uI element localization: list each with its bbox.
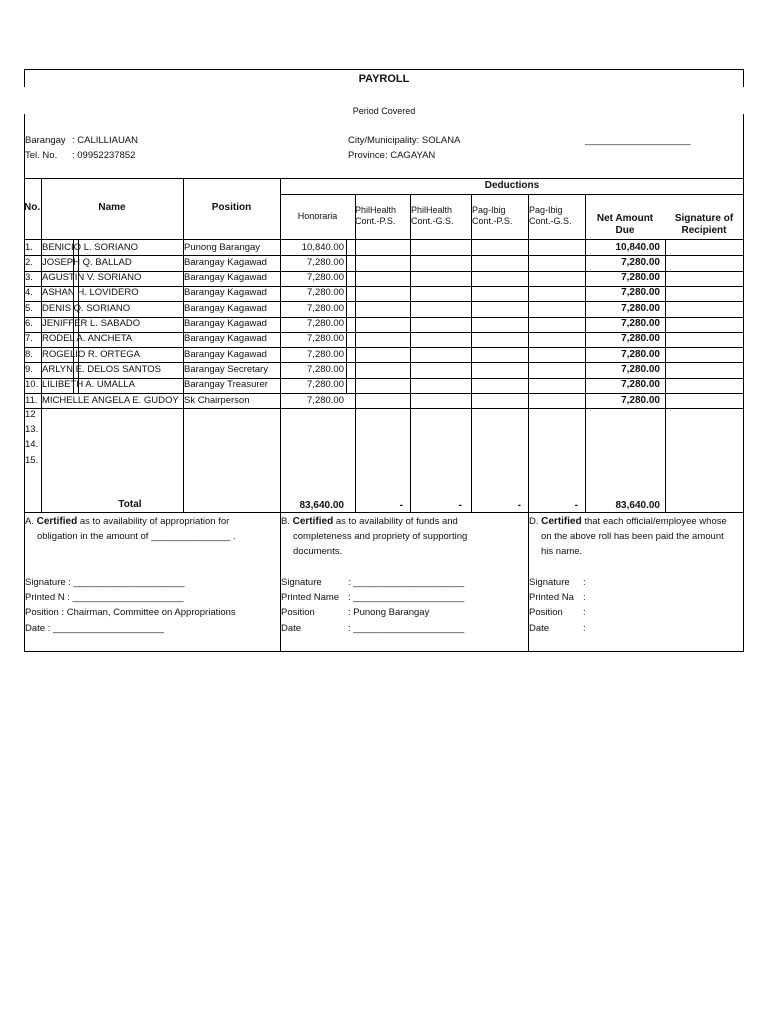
empty-row-no: 13. <box>25 424 39 435</box>
row-no: 6. <box>25 318 33 329</box>
row-net-amount: 7,280.00 <box>621 287 660 299</box>
header-position: Position <box>211 202 252 213</box>
header-honoraria: Honoraria <box>297 211 338 221</box>
col-phgs-divider <box>471 194 472 513</box>
tel-label: Tel. No. <box>25 150 58 161</box>
row-no: 8. <box>25 348 33 360</box>
cert-b-position-label: Position <box>281 607 315 618</box>
cert-a-line1: A. Certified as to availability of appropriation for <box>25 516 230 527</box>
cert-d-position-label: Position <box>529 607 563 618</box>
row-net-amount: 7,280.00 <box>621 318 660 329</box>
row-name: BENICIO L. SORIANO <box>42 241 139 253</box>
table-top-border <box>24 178 744 179</box>
total-pagibig-gs: - <box>574 500 578 511</box>
row-no: 2. <box>25 256 33 268</box>
bottom-border <box>24 651 744 652</box>
header-deductions: Deductions <box>484 180 540 191</box>
cert-a-date: Date : _____________________ <box>25 623 164 634</box>
empty-row-no: 12 <box>25 409 36 420</box>
tel-value: : 09952237852 <box>72 150 136 161</box>
cert-b-position-value: : Punong Barangay <box>348 607 430 618</box>
row-net-amount: 7,280.00 <box>621 379 660 391</box>
period-covered-label: Period Covered <box>352 106 416 116</box>
col-honoraria-divider <box>355 194 356 513</box>
row-honoraria: 7,280.00 <box>307 302 344 314</box>
col-net-divider <box>665 239 666 513</box>
total-honoraria: 83,640.00 <box>299 500 344 511</box>
cert-d-line2: on the above roll has been paid the amount <box>541 531 724 542</box>
row-position: Barangay Secretary <box>184 363 268 375</box>
deductions-underline <box>280 194 744 195</box>
row-position: Barangay Kagawad <box>184 333 267 345</box>
row-honoraria: 7,280.00 <box>307 318 344 329</box>
total-row-bottom-border <box>24 512 744 513</box>
total-philhealth-gs: - <box>458 500 462 511</box>
cert-d-colon: : <box>583 623 586 634</box>
row-position: Barangay Treasurer <box>184 379 268 391</box>
cert-d-signature-label: Signature <box>529 577 570 588</box>
row-no: 7. <box>25 333 33 345</box>
row-position: Sk Chairperson <box>184 394 250 406</box>
row-name: JOSEPH Q. BALLAD <box>42 256 132 268</box>
barangay-label: Barangay <box>25 135 66 146</box>
total-label: Total <box>118 499 142 510</box>
row-no: 9. <box>25 363 33 375</box>
cert-b-signature-value: : _____________________ <box>348 577 465 588</box>
header-philhealth-ps: PhilHealth Cont.-P.S. <box>355 205 397 226</box>
header-name: Name <box>98 202 126 213</box>
empty-row-no: 14. <box>25 439 39 450</box>
row-name: AGUSTIN V. SORIANO <box>42 272 142 284</box>
row-honoraria: 10,840.00 <box>301 241 344 253</box>
row-net-amount: 7,280.00 <box>621 348 660 360</box>
row-honoraria: 7,280.00 <box>307 348 344 360</box>
row-position: Barangay Kagawad <box>184 318 267 329</box>
header-no: No. <box>24 202 41 213</box>
row-no: 11. <box>25 394 38 406</box>
row-name: ROGELIO R. ORTEGA <box>42 348 141 360</box>
row-net-amount: 7,280.00 <box>621 394 660 406</box>
row-net-amount: 7,280.00 <box>621 363 660 375</box>
row-honoraria: 7,280.00 <box>307 287 344 299</box>
cert-d-line1: D. Certified that each official/employee whose <box>529 516 727 527</box>
row-name: ASHAN H. LOVIDERO <box>42 287 139 299</box>
cert-d-colon: : <box>583 592 586 603</box>
row-net-amount: 7,280.00 <box>621 272 660 284</box>
cert-b-date-value: : _____________________ <box>348 623 465 634</box>
city-line: City/Municipality: SOLANA <box>348 135 461 146</box>
cert-d-colon: : <box>583 577 586 588</box>
col-phps-divider <box>410 194 411 513</box>
header-philhealth-gs: PhilHealth Cont.-G.S. <box>411 205 454 226</box>
cert-a-printed: Printed N : _____________________ <box>25 592 184 603</box>
blank-signature-line: ____________________ <box>585 135 691 146</box>
row-no: 3. <box>25 272 33 284</box>
top-border <box>24 69 744 70</box>
cert-a-signature: Signature : _____________________ <box>25 577 185 588</box>
row-no: 5. <box>25 302 33 314</box>
row-net-amount: 7,280.00 <box>621 302 660 314</box>
total-philhealth-ps: - <box>399 500 403 511</box>
row-honoraria: 7,280.00 <box>307 363 344 375</box>
row-position: Punong Barangay <box>184 241 261 253</box>
row-honoraria: 7,280.00 <box>307 333 344 345</box>
cert-d-colon: : <box>583 607 586 618</box>
row-honoraria: 7,280.00 <box>307 272 344 284</box>
row-honoraria: 7,280.00 <box>307 394 344 406</box>
row-honoraria: 7,280.00 <box>307 379 344 391</box>
right-border <box>743 114 744 652</box>
row-position: Barangay Kagawad <box>184 287 267 299</box>
row-position: Barangay Kagawad <box>184 348 267 360</box>
cert-d-date-label: Date <box>529 623 550 634</box>
header-pagibig-gs: Pag-Ibig Cont.-G.S. <box>529 205 572 226</box>
row-net-amount: 7,280.00 <box>621 333 660 345</box>
row-position: Barangay Kagawad <box>184 256 267 268</box>
province-line: Province: CAGAYAN <box>348 150 436 161</box>
honoraria-inner-line <box>346 239 347 393</box>
cert-b-line3: documents. <box>293 546 343 557</box>
row-name: RODEL A. ANCHETA <box>42 333 133 345</box>
row-name: ARLYN E. DELOS SANTOS <box>42 363 161 375</box>
cert-b-date-label: Date <box>281 623 302 634</box>
total-net: 83,640.00 <box>615 500 660 511</box>
row-position: Barangay Kagawad <box>184 272 267 284</box>
total-pagibig-ps: - <box>517 500 521 511</box>
col-no-divider <box>41 178 42 513</box>
row-honoraria: 7,280.00 <box>307 256 344 268</box>
page-title: PAYROLL <box>358 73 410 85</box>
payroll-sheet <box>24 69 744 652</box>
row-no: 1. <box>25 241 33 253</box>
cert-d-line3: his name. <box>541 546 583 557</box>
header-pagibig-ps: Pag-Ibig Cont.-P.S. <box>472 205 513 226</box>
cert-d-printed-label: Printed Na <box>529 592 574 603</box>
row-name: MICHELLE ANGELA E. GUDOY <box>42 394 179 406</box>
cert-b-line2: completeness and propriety of supporting <box>293 531 468 542</box>
row-net-amount: 7,280.00 <box>621 256 660 268</box>
row-name: DENIS Q. SORIANO <box>42 302 131 314</box>
row-no: 10. <box>25 379 39 391</box>
cert-b-printed-label: Printed Name <box>281 592 340 603</box>
header-bottom-border <box>24 239 744 240</box>
col-name-divider <box>183 178 184 513</box>
row-no: 4. <box>25 287 33 299</box>
cert-a-position: Position : Chairman, Committee on Appropriations <box>25 607 236 618</box>
cert-b-printed-value: : _____________________ <box>348 592 465 603</box>
row-net-amount: 10,840.00 <box>615 241 660 253</box>
cert-b-signature-label: Signature <box>281 577 322 588</box>
barangay-value: : CALILLIAUAN <box>72 135 138 146</box>
row-name: LILIBETH A. UMALLA <box>42 379 135 391</box>
empty-row-no: 15. <box>25 455 39 466</box>
cert-a-line2: obligation in the amount of _______________ . <box>37 531 236 542</box>
row-position: Barangay Kagawad <box>184 302 267 314</box>
row-separator <box>24 408 744 409</box>
row-name: JENIFFER L. SABADO <box>42 318 141 329</box>
header-signature: Signature of Recipient <box>674 213 734 236</box>
header-net-amount: Net Amount Due <box>596 213 654 236</box>
cert-b-line1: B. Certified as to availability of funds and <box>281 516 458 527</box>
